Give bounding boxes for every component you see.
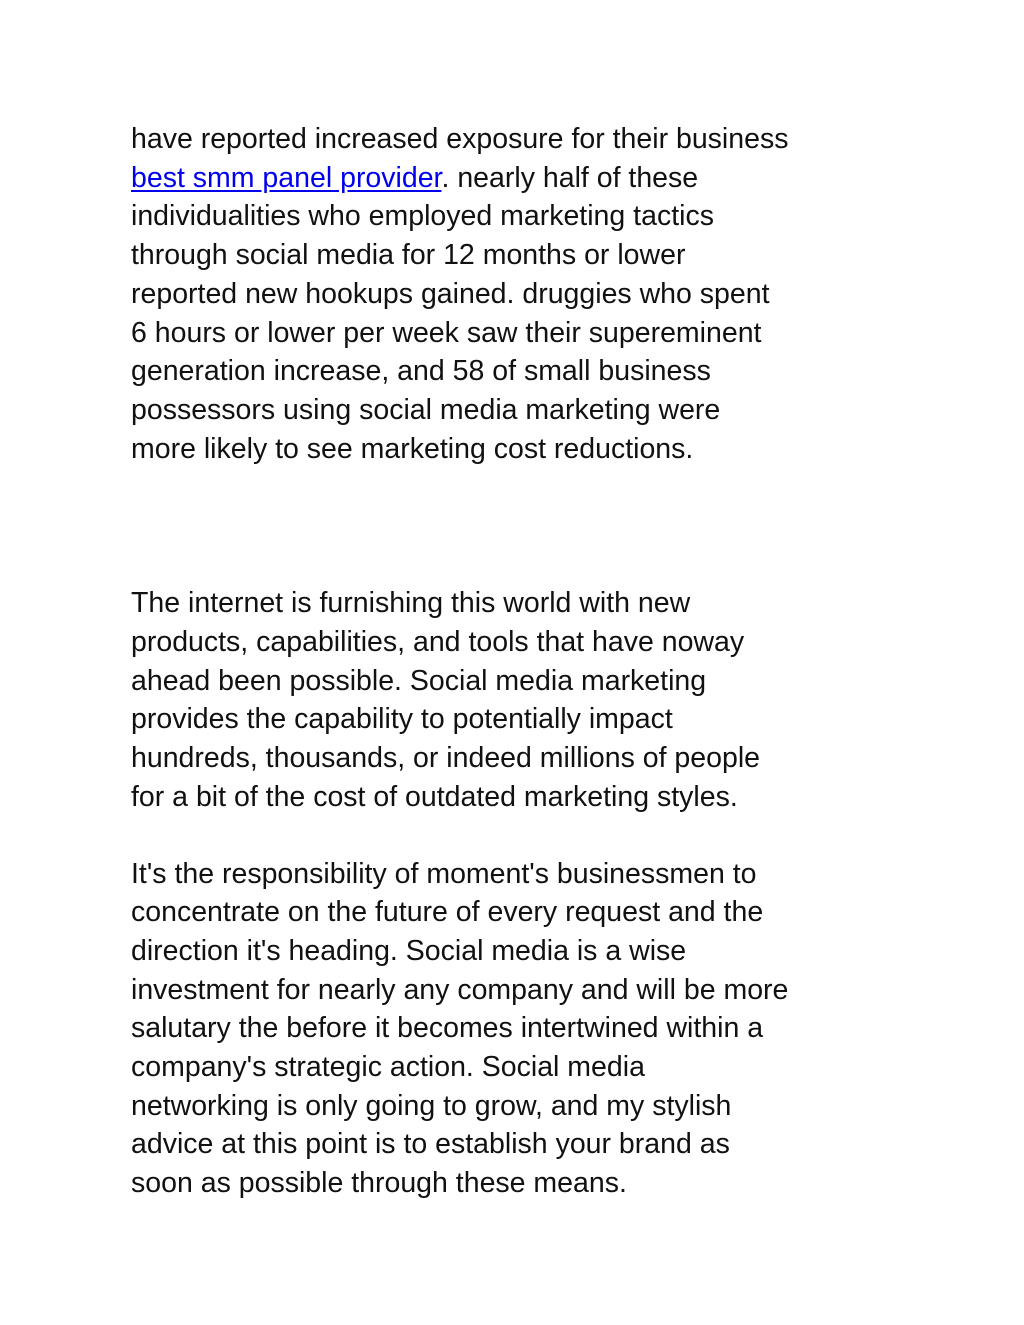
paragraph-line: possessors using social media marketing were	[131, 393, 721, 426]
paragraph-line: through social media for 12 months or lower	[131, 239, 686, 272]
document-page	[131, 120, 931, 1203]
paragraph-line: salutary the before it becomes intertwined within a	[131, 1012, 764, 1045]
paragraph-line: have reported increased exposure for their business	[131, 123, 789, 155]
paragraph-line: company's strategic action. Social media	[131, 1051, 645, 1084]
paragraph-line: generation increase, and 58 of small business	[131, 355, 711, 388]
paragraph-line: direction it's heading. Social media is a wise	[131, 934, 687, 967]
paragraph-line-with-link	[131, 159, 931, 198]
paragraph-line: networking is only going to grow, and my stylish	[131, 1089, 732, 1122]
paragraph-line: concentrate on the future of every request and the	[131, 896, 764, 929]
paragraph-line: individualities who employed marketing tactics	[131, 200, 714, 233]
paragraph-line: products, capabilities, and tools that have noway	[131, 626, 745, 659]
paragraph-line: advice at this point is to establish your brand as	[131, 1128, 730, 1161]
paragraph-line: investment for nearly any company and will be more	[131, 973, 789, 1006]
paragraph-line: soon as possible through these means.	[131, 1167, 627, 1200]
paragraph-line: for a bit of the cost of outdated marketing styles.	[131, 780, 738, 813]
paragraph-line: more likely to see marketing cost reductions.	[131, 432, 694, 465]
paragraph-3	[131, 855, 931, 1203]
paragraph-1	[131, 120, 931, 468]
paragraph-line: provides the capability to potentially impact	[131, 703, 673, 736]
paragraph-line: hundreds, thousands, or indeed millions of people	[131, 742, 761, 775]
paragraph-2	[131, 584, 931, 816]
paragraph-line: The internet is furnishing this world with new	[131, 587, 691, 620]
paragraph-line: reported new hookups gained. druggies who spent	[131, 277, 770, 310]
paragraph-line: ahead been possible. Social media marketing	[131, 664, 707, 697]
paragraph-line: 6 hours or lower per week saw their supereminent	[131, 316, 762, 349]
best-smm-panel-provider-link[interactable]: best smm panel provider	[131, 161, 442, 194]
paragraph-text: . nearly half of these	[441, 161, 699, 194]
paragraph-line: It's the responsibility of moment's businessmen to	[131, 857, 757, 890]
